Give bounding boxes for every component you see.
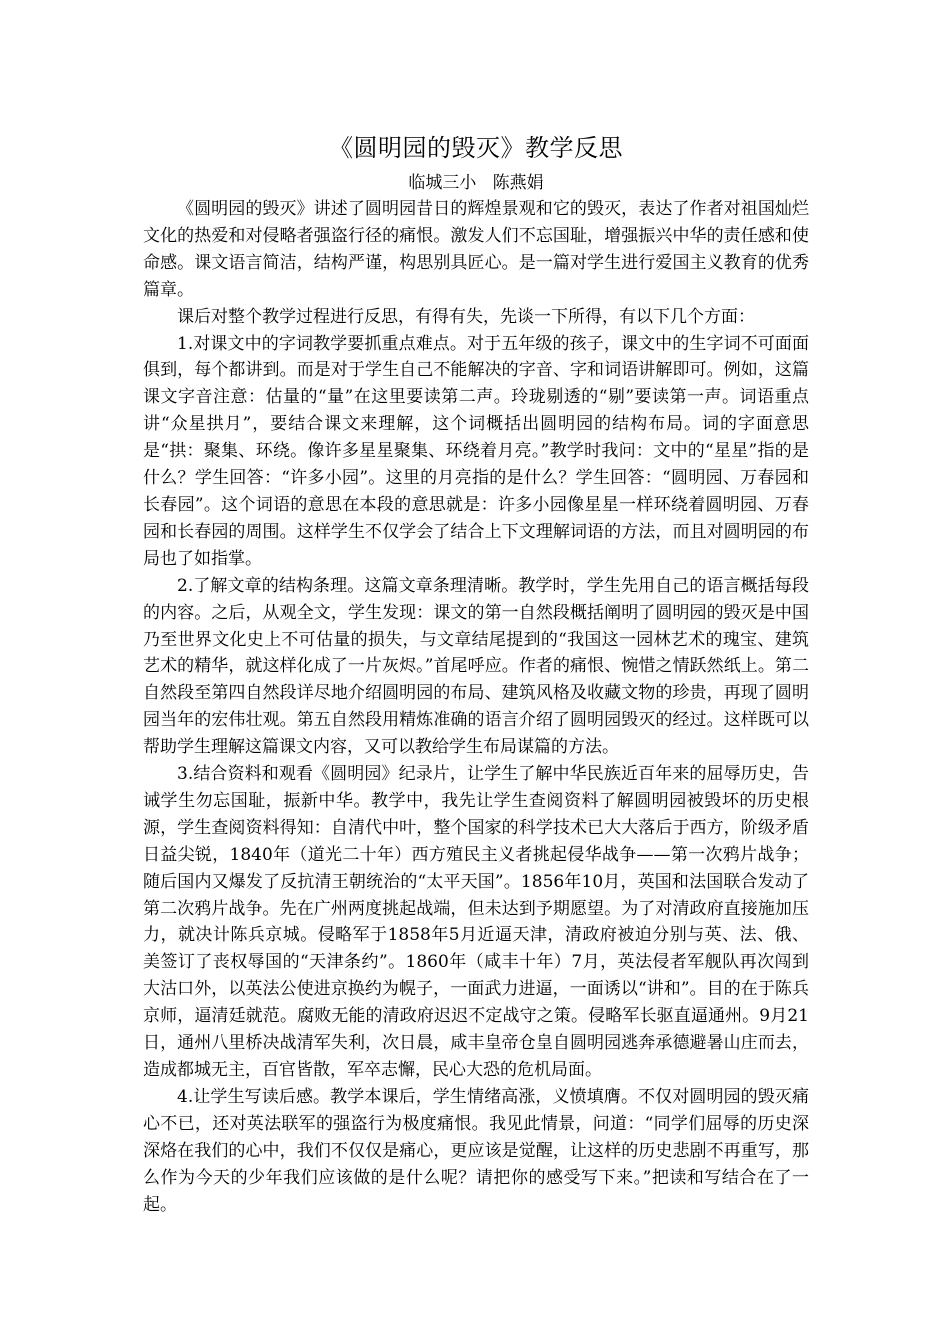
paragraph-point-1: 1.对课文中的字词教学要抓重点难点。对于五年级的孩子，课文中的生字词不可面面俱到，每个都讲到。而是对于学生自己不能解决的字音、字和词语讲解即可。例如，这篇课文字音注意：估量的“量”在这里要读第二声。玲珑剔透的“剔”要读第一声。词语重点讲“众星拱月”，要结合课文来理解，这个词概括出圆明园的结构布局。词的字面意思是“拱：聚集、环绕。像许多星星聚集、环绕着月亮。”教学时我问：文中的“星星”指的是什么？学生回答：“许多小园”。这里的月亮指的是什么？学生回答：“圆明园、万春园和长春园”。这个词语的意思在本段的意思就是：许多小园像星星一样环绕着圆明园、万春园和长春园的周围。这样学生不仅学会了结合上下文理解词语的方法，而且对圆明园的布局也了如指掌。	[143, 333, 809, 569]
paragraph-reflection-lead: 课后对整个教学过程进行反思，有得有失，先谈一下所得，有以下几个方面：	[177, 306, 755, 327]
document-page	[143, 130, 809, 1218]
document-author: 临城三小 陈燕娟	[408, 173, 544, 193]
document-title: 《圆明园的毁灭》教学反思	[329, 134, 623, 162]
paragraph-intro: 《圆明园的毁灭》讲述了圆明园昔日的辉煌景观和它的毁灭，表达了作者对祖国灿烂文化的热爱和对侵略者强盗行径的痛恨。激发人们不忘国耻，增强振兴中华的责任感和使命感。课文语言简洁，结构严谨，构思别具匠心。是一篇对学生进行爱国主义教育的优秀篇章。	[143, 199, 809, 300]
paragraph-point-2: 2.了解文章的结构条理。这篇文章条理清晰。教学时，学生先用自己的语言概括每段的内容。之后，从观全文，学生发现：课文的第一自然段概括阐明了圆明园的毁灭是中国乃至世界文化史上不可估量的损失，与文章结尾提到的“我国这一园林艺术的瑰宝、建筑艺术的精华，就这样化成了一片灰烬。”首尾呼应。作者的痛恨、惋惜之情跃然纸上。第二自然段至第四自然段详尽地介绍圆明园的布局、建筑风格及收藏文物的珍贵，再现了圆明园当年的宏伟壮观。第五自然段用精炼准确的语言介绍了圆明园毁灭的经过。这样既可以帮助学生理解这篇课文内容，又可以教给学生布局谋篇的方法。	[143, 575, 809, 758]
paragraph-point-4: 4.让学生写读后感。教学本课后，学生情绪高涨，义愤填膺。不仅对圆明园的毁灭痛心不已，还对英法联军的强盗行为极度痛恨。我见此情景，问道：“同学们屈辱的历史深深烙在我们的心中，我们不仅仅是痛心，更应该是觉醒，让这样的历史悲剧不再重写，那么作为今天的少年我们应该做的是什么呢？请把你的感受写下来。”把读和写结合在了一起。	[143, 1086, 809, 1215]
paragraph-point-3: 3.结合资料和观看《圆明园》纪录片，让学生了解中华民族近百年来的屈辱历史，告诫学生勿忘国耻，振新中华。教学中，我先让学生查阅资料了解圆明园被毁坏的历史根源，学生查阅资料得知：自清代中叶，整个国家的科学技术已大大落后于西方，阶级矛盾日益尖锐，1840年（道光二十年）西方殖民主义者挑起侵华战争——第一次鸦片战争；随后国内又爆发了反抗清王朝统治的“太平天国”。1856年10月，英国和法国联合发动了第二次鸦片战争。先在广州两度挑起战端，但未达到予期愿望。为了对清政府直接施加压力，就决计陈兵京城。侵略军于1858年5月近逼天津，清政府被迫分别与英、法、俄、美签订了丧权辱国的“天津条约”。1860年（咸丰十年）7月，英法侵者军舰队再次闯到大沽口外，以英法公使进京换约为幌子，一面武力进逼，一面诱以“讲和”。目的在于陈兵京师，逼清廷就范。腐败无能的清政府迟迟不定战守之策。侵略军长驱直逼通州。9月21日，通州八里桥决战清军失利，次日晨，咸丰皇帝仓皇自圆明园逃奔承德避暑山庄而去，造成都城无主，百官皆散，军卒志懈，民心大恐的危机局面。	[143, 764, 809, 1080]
